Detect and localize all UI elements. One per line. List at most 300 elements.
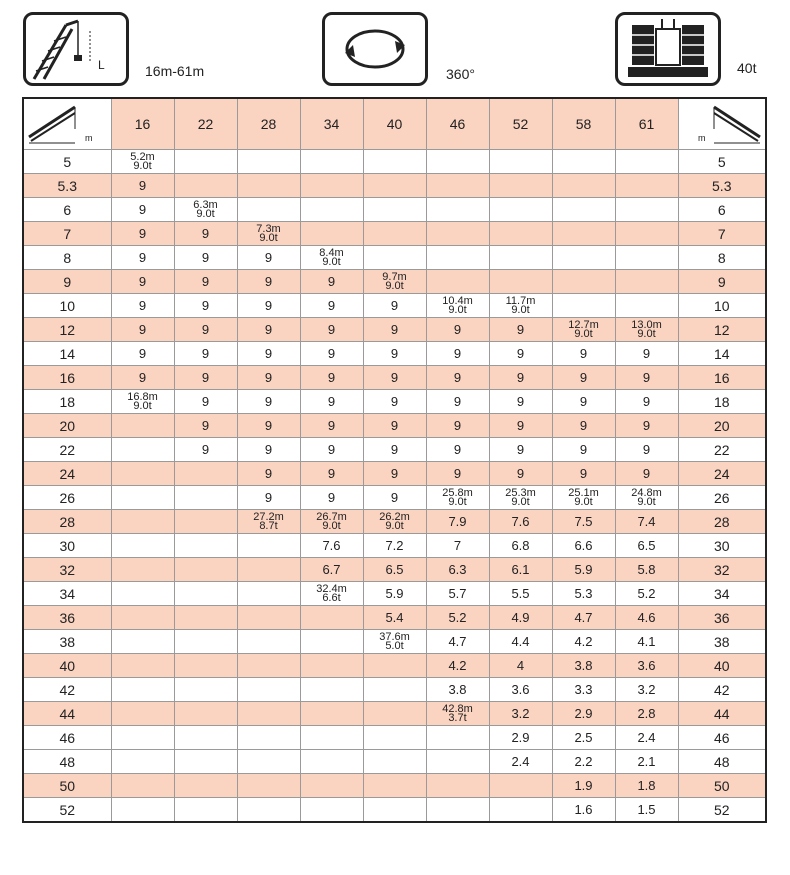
radius-right: 36 xyxy=(678,606,766,630)
capacity-cell xyxy=(426,798,489,823)
capacity-cell: 4.2 xyxy=(426,654,489,678)
max-radius-capacity: 37.6m 5.0t xyxy=(379,630,410,652)
load-row xyxy=(23,462,766,486)
capacity-cell: 9 xyxy=(615,342,678,366)
capacity-cell xyxy=(489,294,552,318)
capacity-cell xyxy=(111,558,174,582)
load-row xyxy=(23,294,766,318)
radius-left: 30 xyxy=(23,534,111,558)
radius-right: 44 xyxy=(678,702,766,726)
capacity-cell xyxy=(111,510,174,534)
capacity-cell: 9 xyxy=(426,318,489,342)
radius-left: 40 xyxy=(23,654,111,678)
capacity-cell: 9 xyxy=(489,414,552,438)
capacity-cell: 9 xyxy=(300,390,363,414)
capacity-cell: 9 xyxy=(552,462,615,486)
capacity-cell xyxy=(363,750,426,774)
radius-left: 5 xyxy=(23,150,111,174)
load-row xyxy=(23,390,766,414)
capacity-cell: 9 xyxy=(111,246,174,270)
capacity-cell: 1.8 xyxy=(615,774,678,798)
load-row xyxy=(23,750,766,774)
radius-left: 8 xyxy=(23,246,111,270)
radius-left: 9 xyxy=(23,270,111,294)
capacity-cell: 9 xyxy=(363,414,426,438)
capacity-cell: 9 xyxy=(237,438,300,462)
capacity-cell: 7.2 xyxy=(363,534,426,558)
max-radius-capacity: 16.8m 9.0t xyxy=(127,390,158,412)
max-radius-capacity: 26.2m 9.0t xyxy=(379,510,410,532)
capacity-cell xyxy=(237,630,300,654)
capacity-cell: 9 xyxy=(237,342,300,366)
radius-right: 5 xyxy=(678,150,766,174)
capacity-cell: 9 xyxy=(426,390,489,414)
radius-left: 14 xyxy=(23,342,111,366)
capacity-cell xyxy=(174,774,237,798)
capacity-cell: 5.4 xyxy=(363,606,426,630)
slew-angle: 360° xyxy=(446,66,475,82)
capacity-cell: 9 xyxy=(363,366,426,390)
capacity-cell xyxy=(111,150,174,174)
capacity-cell: 5.2 xyxy=(426,606,489,630)
capacity-cell xyxy=(111,654,174,678)
radius-left: 34 xyxy=(23,582,111,606)
capacity-cell: 9 xyxy=(174,294,237,318)
radius-left: 32 xyxy=(23,558,111,582)
capacity-cell: 9 xyxy=(363,462,426,486)
load-row xyxy=(23,270,766,294)
capacity-cell xyxy=(489,174,552,198)
capacity-cell xyxy=(174,654,237,678)
capacity-cell: 9 xyxy=(237,246,300,270)
radius-right: 12 xyxy=(678,318,766,342)
capacity-cell xyxy=(489,198,552,222)
capacity-cell: 9 xyxy=(237,390,300,414)
capacity-cell xyxy=(174,726,237,750)
capacity-cell xyxy=(237,654,300,678)
load-row xyxy=(23,366,766,390)
capacity-cell: 4 xyxy=(489,654,552,678)
capacity-cell xyxy=(174,558,237,582)
rotation-arrows-icon xyxy=(325,15,425,83)
load-row xyxy=(23,558,766,582)
capacity-cell xyxy=(237,582,300,606)
radius-right: 7 xyxy=(678,222,766,246)
boom-length-header: 22 xyxy=(174,98,237,150)
capacity-cell xyxy=(300,798,363,823)
capacity-cell xyxy=(300,198,363,222)
capacity-cell xyxy=(174,486,237,510)
capacity-cell xyxy=(489,150,552,174)
capacity-cell: 9 xyxy=(363,438,426,462)
boom-length-header: 46 xyxy=(426,98,489,150)
capacity-cell xyxy=(111,726,174,750)
capacity-cell: 9 xyxy=(426,366,489,390)
capacity-cell xyxy=(363,726,426,750)
capacity-cell xyxy=(552,294,615,318)
radius-left: 18 xyxy=(23,390,111,414)
boom-icon-box xyxy=(23,12,129,86)
capacity-cell: 9 xyxy=(111,366,174,390)
capacity-cell: 9 xyxy=(489,462,552,486)
capacity-cell: 3.8 xyxy=(426,678,489,702)
max-radius-capacity: 25.1m 9.0t xyxy=(568,486,599,508)
capacity-cell xyxy=(237,150,300,174)
capacity-cell xyxy=(111,702,174,726)
capacity-cell: 6.3 xyxy=(426,558,489,582)
capacity-cell: 9 xyxy=(615,390,678,414)
radius-right: 32 xyxy=(678,558,766,582)
capacity-cell xyxy=(363,198,426,222)
radius-right: 20 xyxy=(678,414,766,438)
capacity-cell: 9 xyxy=(111,294,174,318)
capacity-cell xyxy=(363,174,426,198)
capacity-cell: 9 xyxy=(174,366,237,390)
capacity-cell: 5.5 xyxy=(489,582,552,606)
capacity-cell: 9 xyxy=(237,462,300,486)
capacity-cell xyxy=(237,606,300,630)
capacity-cell: 9 xyxy=(489,342,552,366)
capacity-cell xyxy=(174,534,237,558)
max-radius-capacity: 10.4m 9.0t xyxy=(442,294,473,316)
capacity-cell: 6.7 xyxy=(300,558,363,582)
radius-right: 26 xyxy=(678,486,766,510)
capacity-cell: 6.6 xyxy=(552,534,615,558)
load-row xyxy=(23,438,766,462)
load-row xyxy=(23,678,766,702)
capacity-cell: 9 xyxy=(300,366,363,390)
capacity-cell: 9 xyxy=(300,486,363,510)
load-row xyxy=(23,654,766,678)
counterweight-crawler-icon xyxy=(618,15,718,83)
capacity-cell xyxy=(489,774,552,798)
load-row xyxy=(23,630,766,654)
capacity-cell: 5.7 xyxy=(426,582,489,606)
load-row xyxy=(23,342,766,366)
corner-right xyxy=(678,98,766,150)
capacity-cell xyxy=(237,678,300,702)
capacity-cell xyxy=(111,630,174,654)
capacity-cell: 4.6 xyxy=(615,606,678,630)
capacity-cell: 9 xyxy=(552,342,615,366)
load-row xyxy=(23,318,766,342)
capacity-cell: 9 xyxy=(489,318,552,342)
load-row xyxy=(23,486,766,510)
capacity-cell: 9 xyxy=(300,414,363,438)
capacity-cell xyxy=(174,582,237,606)
radius-right: 34 xyxy=(678,582,766,606)
radius-left: 28 xyxy=(23,510,111,534)
capacity-cell xyxy=(615,270,678,294)
capacity-cell: 3.2 xyxy=(489,702,552,726)
capacity-cell xyxy=(426,198,489,222)
capacity-cell xyxy=(300,702,363,726)
capacity-cell: 9 xyxy=(489,438,552,462)
radius-right: 30 xyxy=(678,534,766,558)
capacity-cell xyxy=(111,678,174,702)
capacity-cell: 9 xyxy=(615,462,678,486)
radius-right: 6 xyxy=(678,198,766,222)
capacity-cell xyxy=(237,222,300,246)
capacity-cell: 4.4 xyxy=(489,630,552,654)
capacity-cell: 5.9 xyxy=(363,582,426,606)
max-radius-capacity: 25.3m 9.0t xyxy=(505,486,536,508)
capacity-cell: 5.3 xyxy=(552,582,615,606)
slew-icon-box xyxy=(322,12,428,86)
capacity-cell xyxy=(489,798,552,823)
capacity-cell xyxy=(174,174,237,198)
radius-right: 42 xyxy=(678,678,766,702)
load-row xyxy=(23,174,766,198)
capacity-cell xyxy=(300,726,363,750)
radius-left: 6 xyxy=(23,198,111,222)
crane-radius-icon-right xyxy=(680,101,764,147)
capacity-cell: 9 xyxy=(426,342,489,366)
corner-right-unit: m xyxy=(697,132,706,143)
capacity-cell: 6.5 xyxy=(615,534,678,558)
capacity-cell: 2.1 xyxy=(615,750,678,774)
capacity-cell xyxy=(111,582,174,606)
capacity-cell: 9 xyxy=(615,366,678,390)
capacity-cell: 9 xyxy=(363,318,426,342)
capacity-cell: 9 xyxy=(237,270,300,294)
capacity-cell xyxy=(615,486,678,510)
capacity-cell xyxy=(237,510,300,534)
load-row xyxy=(23,150,766,174)
capacity-cell xyxy=(237,198,300,222)
capacity-cell: 9 xyxy=(174,414,237,438)
crawler-crane-boom-icon xyxy=(26,15,126,83)
capacity-cell xyxy=(615,294,678,318)
capacity-cell: 3.6 xyxy=(489,678,552,702)
capacity-cell: 2.8 xyxy=(615,702,678,726)
capacity-cell xyxy=(111,606,174,630)
capacity-cell xyxy=(237,558,300,582)
capacity-cell xyxy=(111,486,174,510)
max-radius-capacity: 26.7m 9.0t xyxy=(316,510,347,532)
capacity-cell xyxy=(363,246,426,270)
capacity-cell: 9 xyxy=(111,318,174,342)
max-radius-capacity: 6.3m 9.0t xyxy=(193,198,218,220)
capacity-cell xyxy=(426,174,489,198)
boom-length-header: 40 xyxy=(363,98,426,150)
load-row xyxy=(23,606,766,630)
max-radius-capacity: 32.4m 6.6t xyxy=(316,582,347,604)
capacity-cell xyxy=(552,318,615,342)
capacity-cell: 9 xyxy=(552,390,615,414)
capacity-cell: 9 xyxy=(552,414,615,438)
capacity-cell: 4.7 xyxy=(426,630,489,654)
capacity-cell: 9 xyxy=(615,438,678,462)
radius-right: 28 xyxy=(678,510,766,534)
capacity-cell: 4.2 xyxy=(552,630,615,654)
capacity-cell: 9 xyxy=(426,462,489,486)
max-radius-capacity: 12.7m 9.0t xyxy=(568,318,599,340)
capacity-cell xyxy=(111,462,174,486)
capacity-cell: 9 xyxy=(237,318,300,342)
capacity-cell: 9 xyxy=(174,246,237,270)
capacity-cell xyxy=(237,750,300,774)
capacity-cell: 5.9 xyxy=(552,558,615,582)
capacity-cell: 4.1 xyxy=(615,630,678,654)
load-row xyxy=(23,582,766,606)
capacity-cell xyxy=(489,270,552,294)
boom-length-header: 16 xyxy=(111,98,174,150)
capacity-cell xyxy=(111,798,174,823)
capacity-cell xyxy=(552,486,615,510)
capacity-cell xyxy=(363,654,426,678)
capacity-cell xyxy=(174,606,237,630)
load-row xyxy=(23,774,766,798)
radius-right: 8 xyxy=(678,246,766,270)
radius-left: 52 xyxy=(23,798,111,823)
capacity-cell xyxy=(363,702,426,726)
max-radius-capacity: 9.7m 9.0t xyxy=(382,270,407,292)
capacity-cell xyxy=(300,774,363,798)
boom-length-header: 61 xyxy=(615,98,678,150)
capacity-cell: 9 xyxy=(111,198,174,222)
radius-right: 46 xyxy=(678,726,766,750)
capacity-cell xyxy=(363,798,426,823)
capacity-cell xyxy=(174,798,237,823)
capacity-cell xyxy=(615,246,678,270)
capacity-cell xyxy=(300,582,363,606)
radius-left: 24 xyxy=(23,462,111,486)
boom-length-range: 16m-61m xyxy=(145,63,205,79)
capacity-cell: 3.3 xyxy=(552,678,615,702)
corner-left xyxy=(23,98,111,150)
capacity-cell: 6.8 xyxy=(489,534,552,558)
counterweight-icon-box xyxy=(615,12,721,86)
capacity-cell: 9 xyxy=(174,342,237,366)
capacity-cell xyxy=(174,678,237,702)
load-row xyxy=(23,198,766,222)
radius-left: 46 xyxy=(23,726,111,750)
capacity-cell xyxy=(615,150,678,174)
capacity-cell xyxy=(300,150,363,174)
load-row xyxy=(23,534,766,558)
radius-right: 5.3 xyxy=(678,174,766,198)
capacity-cell: 4.9 xyxy=(489,606,552,630)
capacity-cell: 3.6 xyxy=(615,654,678,678)
max-radius-capacity: 24.8m 9.0t xyxy=(631,486,662,508)
capacity-cell: 6.1 xyxy=(489,558,552,582)
capacity-cell xyxy=(363,774,426,798)
capacity-cell xyxy=(363,630,426,654)
radius-right: 38 xyxy=(678,630,766,654)
capacity-cell xyxy=(111,750,174,774)
capacity-cell: 2.2 xyxy=(552,750,615,774)
capacity-cell: 9 xyxy=(174,438,237,462)
capacity-cell: 9 xyxy=(111,270,174,294)
capacity-cell: 9 xyxy=(237,366,300,390)
max-radius-capacity: 42.8m 3.7t xyxy=(442,702,473,724)
capacity-cell xyxy=(615,198,678,222)
capacity-cell: 4.7 xyxy=(552,606,615,630)
capacity-cell xyxy=(363,150,426,174)
capacity-cell: 5.2 xyxy=(615,582,678,606)
capacity-cell xyxy=(552,150,615,174)
max-radius-capacity: 25.8m 9.0t xyxy=(442,486,473,508)
capacity-cell xyxy=(111,774,174,798)
radius-left: 22 xyxy=(23,438,111,462)
capacity-cell: 9 xyxy=(174,390,237,414)
max-radius-capacity: 5.2m 9.0t xyxy=(130,150,155,172)
capacity-cell xyxy=(237,774,300,798)
capacity-cell xyxy=(300,222,363,246)
capacity-cell xyxy=(237,534,300,558)
load-row xyxy=(23,510,766,534)
capacity-cell xyxy=(426,270,489,294)
capacity-cell xyxy=(174,150,237,174)
load-row xyxy=(23,726,766,750)
capacity-cell xyxy=(489,246,552,270)
capacity-cell xyxy=(552,222,615,246)
capacity-cell: 9 xyxy=(237,414,300,438)
radius-left: 38 xyxy=(23,630,111,654)
capacity-cell: 2.5 xyxy=(552,726,615,750)
capacity-cell xyxy=(237,174,300,198)
capacity-cell xyxy=(426,246,489,270)
capacity-cell xyxy=(426,150,489,174)
capacity-cell: 9 xyxy=(489,390,552,414)
max-radius-capacity: 11.7m 9.0t xyxy=(505,294,536,316)
radius-right: 10 xyxy=(678,294,766,318)
capacity-cell: 9 xyxy=(552,438,615,462)
boom-length-header-row xyxy=(23,98,766,150)
capacity-cell xyxy=(426,774,489,798)
capacity-cell xyxy=(111,534,174,558)
capacity-cell: 9 xyxy=(237,486,300,510)
capacity-cell xyxy=(300,654,363,678)
radius-left: 5.3 xyxy=(23,174,111,198)
capacity-cell xyxy=(552,198,615,222)
capacity-cell xyxy=(237,726,300,750)
radius-left: 7 xyxy=(23,222,111,246)
capacity-cell: 9 xyxy=(300,270,363,294)
capacity-cell: 9 xyxy=(111,222,174,246)
radius-right: 22 xyxy=(678,438,766,462)
capacity-cell xyxy=(111,390,174,414)
capacity-cell xyxy=(300,174,363,198)
capacity-cell xyxy=(174,630,237,654)
radius-right: 18 xyxy=(678,390,766,414)
capacity-cell xyxy=(111,414,174,438)
capacity-cell: 7.6 xyxy=(300,534,363,558)
radius-left: 42 xyxy=(23,678,111,702)
radius-right: 52 xyxy=(678,798,766,823)
capacity-cell xyxy=(174,750,237,774)
capacity-cell xyxy=(300,750,363,774)
max-radius-capacity: 7.3m 9.0t xyxy=(256,222,281,244)
capacity-cell: 9 xyxy=(426,438,489,462)
capacity-cell xyxy=(552,246,615,270)
capacity-cell: 9 xyxy=(300,462,363,486)
capacity-cell xyxy=(426,750,489,774)
radius-right: 50 xyxy=(678,774,766,798)
capacity-cell xyxy=(426,294,489,318)
capacity-cell: 7.4 xyxy=(615,510,678,534)
capacity-cell: 9 xyxy=(174,222,237,246)
boom-length-letter: L xyxy=(98,58,105,72)
boom-length-header: 52 xyxy=(489,98,552,150)
capacity-cell: 7.6 xyxy=(489,510,552,534)
load-row xyxy=(23,702,766,726)
capacity-cell: 7 xyxy=(426,534,489,558)
capacity-cell: 5.8 xyxy=(615,558,678,582)
capacity-cell xyxy=(300,678,363,702)
radius-left: 20 xyxy=(23,414,111,438)
